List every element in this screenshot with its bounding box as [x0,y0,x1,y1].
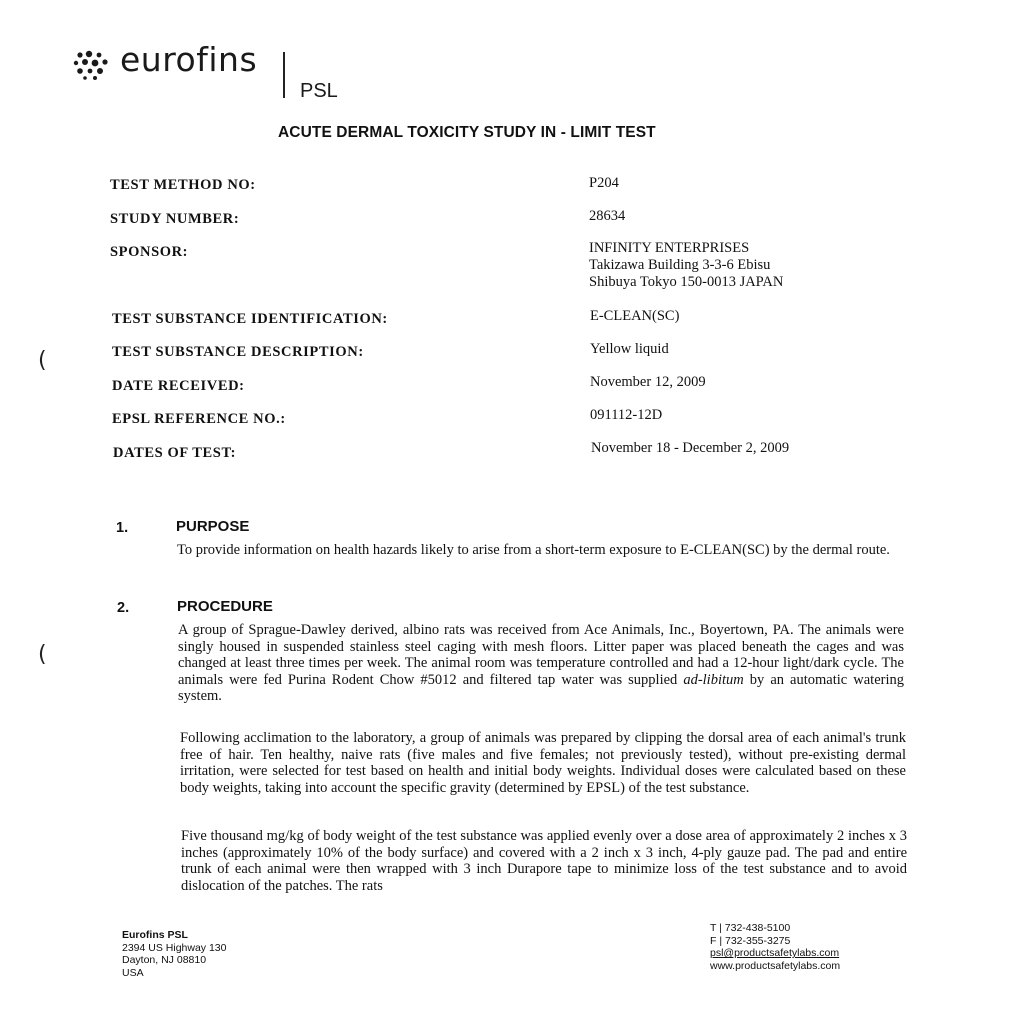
procedure-paragraph [178,622,904,705]
value-sponsor-address-2: Shibuya Tokyo 150-0013 JAPAN [589,274,784,290]
scan-punch-hole-mark: ( [38,348,47,373]
purpose-text: To provide information on health hazards likely to arise from a short-term exposure to E-CLEAN(SC) by the dermal route. [177,542,890,558]
procedure-paragraph [180,730,906,796]
brand-name: eurofins [120,40,258,79]
label-dates-of-test: DATES OF TEST: [113,445,237,461]
footer-contact-block [710,922,840,972]
procedure-text-1: A group of Sprague-Dawley derived, albino rats was received from Ace Animals, Inc., Boyertown, PA. The animals were singly housed in suspended stainless steel caging with mesh floors. Litter paper was placed beneath the cages and was changed at least three times per week. The animal room was temperature controlled and had a 12-hour light/dark cycle. The animals were fed Purina Rodent Chow #5012 and filtered tap water was supplied [178,622,904,688]
section-heading-purpose: PURPOSE [176,518,250,535]
footer-website-link[interactable]: www.productsafetylabs.com [710,959,841,972]
value-dates-of-test: November 18 - December 2, 2009 [591,440,790,456]
footer-address-line: 2394 US Highway 130 [122,941,227,954]
value-epsl-reference: 091112-12D [590,407,663,423]
label-sponsor: SPONSOR: [110,244,189,260]
footer-email-link[interactable]: psl@productsafetylabs.com [710,947,840,959]
label-test-substance-id: TEST SUBSTANCE IDENTIFICATION: [112,311,388,327]
procedure-text-4: Five thousand mg/kg of body weight of the test substance was applied evenly over a dose area of approximately 2 inches x 3 inches (approximately 10% of the body surface) and covered with a 2 inch x 3 inch, 4-ply gauze pad. The pad and entire trunk of each animal were then wrapped with 3 inch Durapore tape to minimize loss of the test substance and to avoid dislocation of the patches. The rats [181,828,907,894]
footer-fax: F | 732-355-3275 [710,934,791,947]
procedure-paragraph [181,828,907,894]
label-test-substance-description: TEST SUBSTANCE DESCRIPTION: [112,344,364,360]
value-sponsor-name: INFINITY ENTERPRISES [589,240,750,256]
section-heading-procedure: PROCEDURE [177,598,273,615]
label-date-received: DATE RECEIVED: [112,378,245,394]
division-name: PSL [300,80,338,102]
label-epsl-reference: EPSL REFERENCE NO.: [112,411,286,427]
value-test-method: P204 [589,175,619,191]
document-title: ACUTE DERMAL TOXICITY STUDY IN - LIMIT TEST [278,124,656,141]
section-number-procedure: 2. [117,600,130,616]
value-test-substance-description: Yellow liquid [590,341,669,357]
procedure-text-2: by an automatic watering system. [178,671,904,704]
value-test-substance-id: E-CLEAN(SC) [590,308,680,324]
footer-address-block [122,929,226,979]
scan-punch-hole-mark: ( [38,642,47,667]
value-study-number: 28634 [589,208,626,224]
procedure-italic-term: ad-libitum [683,671,744,688]
footer-company: Eurofins PSL [122,929,188,941]
logo-divider [283,52,285,98]
section-number-purpose: 1. [116,520,129,536]
purpose-paragraph [177,542,903,559]
footer-phone: T | 732-438-5100 [710,922,791,934]
procedure-text-3: Following acclimation to the laboratory, a group of animals was prepared by clipping the dorsal area of each animal's trunk free of hair. Ten healthy, naive rats (five males and five females; not previously tested), without pre-existing dermal irritation, were selected for test based on health and initial body weights. Individual doses were calculated based on these body weights, taking into account the specific gravity (determined by EPSL) of the test substance. [180,730,906,796]
value-date-received: November 12, 2009 [590,374,706,390]
label-test-method: TEST METHOD NO: [110,177,256,193]
value-sponsor-address-1: Takizawa Building 3-3-6 Ebisu [589,257,771,273]
label-study-number: STUDY NUMBER: [110,211,240,227]
footer-address-line: USA [122,966,144,979]
eurofins-dots-icon [72,50,112,80]
footer-address-line: Dayton, NJ 08810 [122,954,207,966]
